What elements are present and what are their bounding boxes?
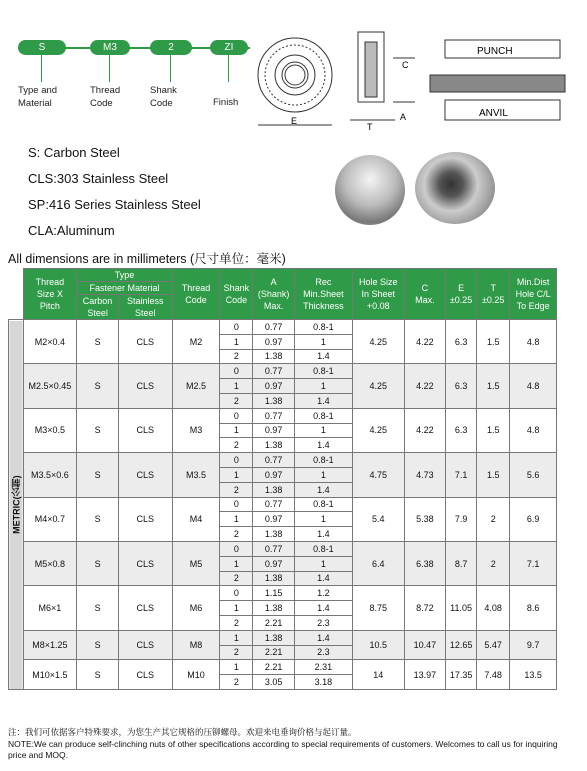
cell-c: 10.47 bbox=[404, 630, 445, 660]
table-row bbox=[9, 660, 557, 675]
cell-shank-code: 1 bbox=[220, 423, 253, 438]
cell-carbon: S bbox=[77, 453, 118, 497]
label-anvil: ANVIL bbox=[479, 108, 508, 119]
cell-hole: 6.4 bbox=[352, 541, 404, 585]
cell-hole: 10.5 bbox=[352, 630, 404, 660]
spec-table bbox=[8, 268, 557, 690]
cell-min-dist: 4.8 bbox=[510, 320, 557, 364]
label-shank: Shank Code bbox=[150, 85, 177, 109]
cell-stainless: CLS bbox=[118, 660, 172, 690]
cell-shank-code: 0 bbox=[220, 453, 253, 468]
cell-c: 13.97 bbox=[404, 660, 445, 690]
cell-rec: 1.4 bbox=[294, 527, 352, 542]
table-row bbox=[9, 364, 557, 379]
cell-shank-code: 1 bbox=[220, 334, 253, 349]
pill-tick bbox=[109, 55, 110, 82]
pill-tick bbox=[170, 55, 171, 82]
cell-a: 1.38 bbox=[253, 438, 294, 453]
cell-rec: 1 bbox=[294, 556, 352, 571]
cell-shank-code: 1 bbox=[220, 630, 253, 645]
cell-t: 1.5 bbox=[477, 408, 510, 452]
nut-drawings bbox=[255, 20, 585, 138]
header-stainless: Stainless Steel bbox=[118, 295, 172, 320]
cell-t: 5.47 bbox=[477, 630, 510, 660]
cell-carbon: S bbox=[77, 586, 118, 630]
cell-min-dist: 5.6 bbox=[510, 453, 557, 497]
cell-shank-code: 0 bbox=[220, 586, 253, 601]
table-row bbox=[9, 453, 557, 468]
cell-rec: 0.8-1 bbox=[294, 408, 352, 423]
cell-a: 0.77 bbox=[253, 497, 294, 512]
cell-t: 2 bbox=[477, 497, 510, 541]
material-aluminum: CLA:Aluminum bbox=[28, 223, 115, 238]
cell-t: 4.08 bbox=[477, 586, 510, 630]
metric-side-label: METRIC(公制) bbox=[9, 320, 24, 690]
label-material: Type and Material bbox=[18, 85, 58, 109]
cell-e: 11.05 bbox=[446, 586, 477, 630]
label-finish: Finish bbox=[213, 97, 239, 108]
cell-shank-code: 1 bbox=[220, 601, 253, 616]
cell-shank-code: 2 bbox=[220, 675, 253, 690]
table-row bbox=[9, 541, 557, 556]
material-carbon: S: Carbon Steel bbox=[28, 145, 120, 160]
side-view-drawing bbox=[350, 32, 415, 120]
dimensions-note: All dimensions are in millimeters (尺寸单位：毫米) bbox=[8, 252, 286, 266]
cell-shank-code: 2 bbox=[220, 438, 253, 453]
header-min-dist: Min.Dist Hole C/L To Edge bbox=[510, 269, 557, 320]
cell-c: 8.72 bbox=[404, 586, 445, 630]
cell-rec: 0.8-1 bbox=[294, 497, 352, 512]
cell-c: 4.22 bbox=[404, 320, 445, 364]
cell-stainless: CLS bbox=[118, 453, 172, 497]
cell-stainless: CLS bbox=[118, 541, 172, 585]
cell-thread-code: M3.5 bbox=[172, 453, 220, 497]
label-punch: PUNCH bbox=[477, 46, 513, 57]
cell-shank-code: 2 bbox=[220, 482, 253, 497]
cell-a: 0.77 bbox=[253, 408, 294, 423]
cell-rec: 1.4 bbox=[294, 482, 352, 497]
table-row bbox=[9, 320, 557, 335]
cell-thread-code: M6 bbox=[172, 586, 220, 630]
cell-min-dist: 7.1 bbox=[510, 541, 557, 585]
cell-t: 2 bbox=[477, 541, 510, 585]
cell-stainless: CLS bbox=[118, 320, 172, 364]
cell-rec: 1.4 bbox=[294, 571, 352, 586]
cell-a: 0.97 bbox=[253, 512, 294, 527]
header-fastener: Fastener Material bbox=[77, 282, 172, 295]
cell-stainless: CLS bbox=[118, 364, 172, 408]
header-type: Type bbox=[77, 269, 172, 282]
material-303: CLS:303 Stainless Steel bbox=[28, 171, 169, 186]
cell-thread-code: M2 bbox=[172, 320, 220, 364]
header-e: E ±0.25 bbox=[446, 269, 477, 320]
table-row bbox=[9, 408, 557, 423]
pill-tick bbox=[228, 55, 229, 82]
header-thread-code: Thread Code bbox=[172, 269, 220, 320]
cell-hole: 4.25 bbox=[352, 320, 404, 364]
cell-a: 1.38 bbox=[253, 601, 294, 616]
cell-e: 12.65 bbox=[446, 630, 477, 660]
cell-min-dist: 4.8 bbox=[510, 408, 557, 452]
header-hole: Hole Size In Sheet +0.08 bbox=[352, 269, 404, 320]
label-a: A bbox=[400, 112, 407, 122]
cell-e: 7.1 bbox=[446, 453, 477, 497]
cell-e: 6.3 bbox=[446, 364, 477, 408]
cell-c: 4.22 bbox=[404, 408, 445, 452]
note-cn: 注：我们可依据客户特殊要求，为您生产其它规格的压铆螺母。欢迎来电垂询价格与起订量。 bbox=[8, 727, 357, 737]
cell-min-dist: 6.9 bbox=[510, 497, 557, 541]
cell-t: 1.5 bbox=[477, 320, 510, 364]
cell-c: 5.38 bbox=[404, 497, 445, 541]
cell-rec: 2.3 bbox=[294, 645, 352, 660]
cell-a: 1.38 bbox=[253, 630, 294, 645]
cell-hole: 4.25 bbox=[352, 408, 404, 452]
cell-thread-code: M2.5 bbox=[172, 364, 220, 408]
cell-rec: 3.18 bbox=[294, 675, 352, 690]
cell-size: M2.5×0.45 bbox=[23, 364, 77, 408]
cell-rec: 1.4 bbox=[294, 438, 352, 453]
label-c: C bbox=[402, 60, 409, 70]
cell-shank-code: 1 bbox=[220, 660, 253, 675]
pill-thread: M3 bbox=[90, 40, 130, 55]
cell-size: M3.5×0.6 bbox=[23, 453, 77, 497]
cell-e: 7.9 bbox=[446, 497, 477, 541]
header-thread: Thread Size X Pitch bbox=[23, 269, 77, 320]
cell-a: 0.97 bbox=[253, 467, 294, 482]
cell-rec: 0.8-1 bbox=[294, 320, 352, 335]
cell-hole: 4.25 bbox=[352, 364, 404, 408]
cell-t: 1.5 bbox=[477, 453, 510, 497]
top-view-drawing bbox=[258, 38, 332, 125]
label-thread: Thread Code bbox=[90, 85, 121, 109]
nut-photo bbox=[415, 152, 495, 224]
cell-carbon: S bbox=[77, 364, 118, 408]
cell-size: M4×0.7 bbox=[23, 497, 77, 541]
cell-e: 17.35 bbox=[446, 660, 477, 690]
cell-rec: 1 bbox=[294, 467, 352, 482]
cell-min-dist: 9.7 bbox=[510, 630, 557, 660]
pill-finish: ZI bbox=[210, 40, 248, 55]
cell-e: 8.7 bbox=[446, 541, 477, 585]
cell-rec: 0.8-1 bbox=[294, 453, 352, 468]
table-row bbox=[9, 630, 557, 645]
cell-rec: 1.4 bbox=[294, 393, 352, 408]
cell-shank-code: 0 bbox=[220, 364, 253, 379]
cell-carbon: S bbox=[77, 320, 118, 364]
cell-carbon: S bbox=[77, 630, 118, 660]
cell-hole: 5.4 bbox=[352, 497, 404, 541]
cell-shank-code: 1 bbox=[220, 512, 253, 527]
header-rec: Rec Min.Sheet Thickness bbox=[294, 269, 352, 320]
cell-a: 1.38 bbox=[253, 527, 294, 542]
cell-shank-code: 1 bbox=[220, 467, 253, 482]
nut-photo bbox=[335, 155, 405, 225]
cell-a: 2.21 bbox=[253, 660, 294, 675]
cell-rec: 0.8-1 bbox=[294, 541, 352, 556]
cell-a: 0.97 bbox=[253, 379, 294, 394]
pill-material: S bbox=[18, 40, 66, 55]
cell-shank-code: 2 bbox=[220, 615, 253, 630]
cell-size: M6×1 bbox=[23, 586, 77, 630]
cell-a: 0.77 bbox=[253, 364, 294, 379]
cell-size: M10×1.5 bbox=[23, 660, 77, 690]
cell-shank-code: 0 bbox=[220, 541, 253, 556]
header-shank-code: Shank Code bbox=[220, 269, 253, 320]
cell-stainless: CLS bbox=[118, 630, 172, 660]
cell-t: 7.48 bbox=[477, 660, 510, 690]
cell-stainless: CLS bbox=[118, 586, 172, 630]
cell-c: 4.22 bbox=[404, 364, 445, 408]
cell-stainless: CLS bbox=[118, 408, 172, 452]
pill-tick bbox=[41, 55, 42, 82]
cell-shank-code: 0 bbox=[220, 497, 253, 512]
cell-min-dist: 8.6 bbox=[510, 586, 557, 630]
cell-rec: 0.8-1 bbox=[294, 364, 352, 379]
cell-c: 6.38 bbox=[404, 541, 445, 585]
cell-a: 3.05 bbox=[253, 675, 294, 690]
cell-rec: 1 bbox=[294, 512, 352, 527]
cell-a: 0.77 bbox=[253, 320, 294, 335]
cell-e: 6.3 bbox=[446, 320, 477, 364]
cell-min-dist: 4.8 bbox=[510, 364, 557, 408]
cell-shank-code: 2 bbox=[220, 393, 253, 408]
cell-thread-code: M3 bbox=[172, 408, 220, 452]
cell-thread-code: M8 bbox=[172, 630, 220, 660]
cell-a: 0.77 bbox=[253, 541, 294, 556]
cell-a: 0.97 bbox=[253, 423, 294, 438]
cell-carbon: S bbox=[77, 497, 118, 541]
cell-carbon: S bbox=[77, 660, 118, 690]
material-416: SP:416 Series Stainless Steel bbox=[28, 197, 201, 212]
cell-a: 1.38 bbox=[253, 482, 294, 497]
pill-shank: 2 bbox=[150, 40, 192, 55]
cell-a: 0.97 bbox=[253, 334, 294, 349]
cell-shank-code: 2 bbox=[220, 349, 253, 364]
cell-rec: 1.4 bbox=[294, 630, 352, 645]
cell-thread-code: M10 bbox=[172, 660, 220, 690]
label-e: E bbox=[291, 116, 298, 126]
cell-t: 1.5 bbox=[477, 364, 510, 408]
cell-carbon: S bbox=[77, 408, 118, 452]
header-carbon: Carbon Steel bbox=[77, 295, 118, 320]
cell-a: 1.38 bbox=[253, 393, 294, 408]
cell-min-dist: 13.5 bbox=[510, 660, 557, 690]
cell-thread-code: M5 bbox=[172, 541, 220, 585]
cell-rec: 1 bbox=[294, 379, 352, 394]
cell-a: 1.38 bbox=[253, 349, 294, 364]
table-row bbox=[9, 497, 557, 512]
cell-rec: 2.31 bbox=[294, 660, 352, 675]
cell-shank-code: 1 bbox=[220, 379, 253, 394]
cell-a: 1.15 bbox=[253, 586, 294, 601]
cell-size: M8×1.25 bbox=[23, 630, 77, 660]
cell-hole: 8.75 bbox=[352, 586, 404, 630]
cell-shank-code: 2 bbox=[220, 645, 253, 660]
cell-shank-code: 2 bbox=[220, 571, 253, 586]
cell-shank-code: 1 bbox=[220, 556, 253, 571]
cell-carbon: S bbox=[77, 541, 118, 585]
header-c: C Max. bbox=[404, 269, 445, 320]
cell-a: 1.38 bbox=[253, 571, 294, 586]
cell-a: 0.77 bbox=[253, 453, 294, 468]
cell-shank-code: 0 bbox=[220, 408, 253, 423]
cell-shank-code: 2 bbox=[220, 527, 253, 542]
cell-a: 2.21 bbox=[253, 615, 294, 630]
cell-rec: 1 bbox=[294, 334, 352, 349]
note-en: NOTE:We can produce self-clinching nuts of other specifications according to special requirements of customers. Welcomes to call us for inquiring price and MOQ. bbox=[8, 739, 558, 760]
table-row bbox=[9, 586, 557, 601]
cell-rec: 1.4 bbox=[294, 349, 352, 364]
cell-e: 6.3 bbox=[446, 408, 477, 452]
cell-c: 4.73 bbox=[404, 453, 445, 497]
cell-shank-code: 0 bbox=[220, 320, 253, 335]
cell-rec: 2.3 bbox=[294, 615, 352, 630]
cell-size: M5×0.8 bbox=[23, 541, 77, 585]
cell-size: M3×0.5 bbox=[23, 408, 77, 452]
header-t: T ±0.25 bbox=[477, 269, 510, 320]
cell-rec: 1 bbox=[294, 423, 352, 438]
cell-size: M2×0.4 bbox=[23, 320, 77, 364]
cell-a: 0.97 bbox=[253, 556, 294, 571]
cell-hole: 14 bbox=[352, 660, 404, 690]
cell-rec: 1.4 bbox=[294, 601, 352, 616]
label-t: T bbox=[367, 122, 373, 132]
cell-a: 2.21 bbox=[253, 645, 294, 660]
cell-stainless: CLS bbox=[118, 497, 172, 541]
cell-thread-code: M4 bbox=[172, 497, 220, 541]
cell-hole: 4.75 bbox=[352, 453, 404, 497]
cell-rec: 1.2 bbox=[294, 586, 352, 601]
header-a: A (Shank) Max. bbox=[253, 269, 294, 320]
